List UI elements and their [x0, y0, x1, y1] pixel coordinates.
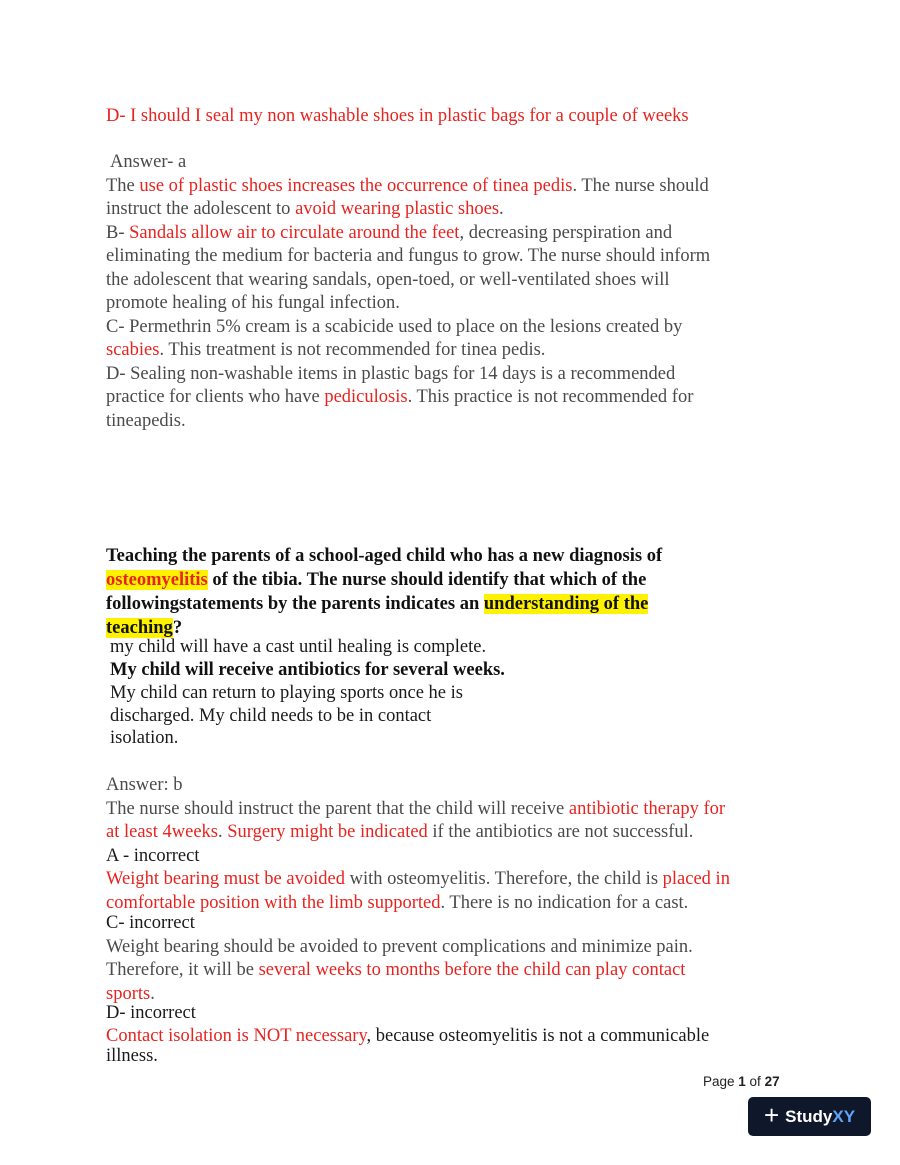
q2-stem-line: Teaching the parents of a school-aged child who has a new diagnosis of	[106, 546, 663, 566]
text: .	[150, 983, 155, 1004]
highlight-text: use of plastic shoes increases the occurrence of tinea pedis	[139, 175, 573, 196]
q1-line	[106, 386, 806, 410]
option-c-d: discharged. My child needs to be in contact	[110, 705, 432, 726]
page-label: Page	[703, 1074, 739, 1089]
q1-line	[106, 222, 806, 246]
text: The nurse should instruct the parent that the child will receive	[106, 798, 569, 819]
text: The	[106, 175, 140, 196]
highlight-text: Surgery might be indicated	[227, 822, 428, 842]
q2-line	[106, 1026, 806, 1046]
q2-line	[106, 959, 806, 983]
option-a: my child will have a cast until healing is complete.	[110, 637, 487, 657]
text: with osteomyelitis. Therefore, the child is	[344, 869, 663, 889]
highlight-text: Sandals allow air to circulate around the feet	[129, 222, 460, 243]
highlight-text: Contact isolation is NOT necessary	[106, 1025, 367, 1046]
highlight-text: pediculosis	[324, 387, 408, 407]
plus-icon: +	[763, 1100, 780, 1130]
brand-name-part: Study	[785, 1106, 833, 1126]
highlight-text: avoid wearing plastic shoes	[295, 199, 500, 219]
q1-line: the adolescent that wearing sandals, open-toed, or well-ventilated shoes will	[106, 269, 670, 290]
text: instruct the adolescent to	[106, 199, 296, 219]
highlight-text: placed in	[662, 869, 730, 889]
text: .	[218, 822, 228, 842]
text: . There is no indication for a cast.	[440, 892, 689, 913]
highlight-text: scabies	[106, 340, 160, 360]
brand-name-accent: XY	[832, 1106, 856, 1126]
brand-name	[785, 1107, 855, 1127]
text: , because osteomyelitis is not a communicable	[366, 1025, 710, 1046]
text: . This practice is not recommended for	[407, 387, 694, 407]
option-d-text: D- I should I seal my non washable shoes in plastic bags for a couple of weeks	[106, 106, 689, 126]
q2-explanation	[106, 774, 806, 1066]
q1-line	[106, 198, 806, 222]
text: practice for clients who have	[106, 387, 325, 407]
q1-line	[106, 175, 806, 199]
studyxy-logo-badge[interactable]	[748, 1097, 871, 1136]
highlighted-term: osteomyelitis	[106, 570, 208, 590]
current-page: 1	[738, 1074, 746, 1089]
c-heading: C- incorrect	[106, 913, 195, 933]
option-b-correct: My child will receive antibiotics for several weeks.	[110, 659, 505, 680]
q2-answer: Answer: b	[106, 775, 183, 795]
q2-stem-line	[106, 592, 806, 616]
q2-stem-line	[106, 568, 806, 592]
q2-stem	[106, 544, 806, 640]
total-pages: 27	[764, 1074, 780, 1089]
highlight-text: comfortable position with the limb supported	[106, 892, 441, 913]
q2-line	[106, 798, 806, 822]
highlighted-term: teaching	[106, 618, 173, 638]
text: ?	[172, 618, 183, 638]
highlighted-term: understanding of the	[483, 594, 649, 614]
highlight-text: sports	[106, 983, 151, 1004]
page-number	[703, 1074, 780, 1089]
q1-line	[106, 339, 806, 363]
of-label: of	[745, 1074, 765, 1089]
q1-explanation	[106, 151, 806, 433]
text: B-	[106, 222, 130, 243]
option-c: My child can return to playing sports once he is	[110, 683, 463, 703]
highlight-text: antibiotic therapy for	[568, 798, 726, 819]
q2-line: illness.	[106, 1045, 158, 1066]
q2-options	[110, 636, 810, 750]
highlight-text: several weeks to months before the child can play contact	[258, 960, 686, 980]
a-heading: A - incorrect	[106, 845, 200, 866]
q2-line	[106, 821, 806, 845]
text: . The nurse should	[572, 175, 709, 196]
text: if the antibiotics are not successful.	[427, 822, 694, 842]
q2-line: Weight bearing should be avoided to prevent complications and minimize pain.	[106, 936, 693, 957]
q1-line: D- Sealing non-washable items in plastic bags for 14 days is a recommended	[106, 363, 676, 384]
q1-line: C- Permethrin 5% cream is a scabicide used to place on the lesions created by	[106, 316, 683, 337]
q1-line: tineapedis.	[106, 410, 186, 431]
option-d-line	[106, 105, 806, 129]
option-d: isolation.	[110, 728, 179, 748]
text: Therefore, it will be	[106, 960, 259, 980]
q1-line: eliminating the medium for bacteria and fungus to grow. The nurse should inform	[106, 246, 711, 266]
highlight-text: Weight bearing must be avoided	[106, 869, 345, 889]
q1-answer: Answer- a	[110, 152, 187, 172]
q1-line: promote healing of his fungal infection.	[106, 293, 400, 313]
d-heading: D- incorrect	[106, 1003, 196, 1023]
text: , decreasing perspiration and	[459, 222, 673, 243]
text: . This treatment is not recommended for tinea pedis.	[159, 340, 546, 360]
text: of the tibia. The nurse should identify that which of the	[207, 570, 647, 590]
q2-line	[106, 868, 806, 892]
highlight-text: at least 4weeks	[106, 822, 218, 842]
text: .	[499, 199, 504, 219]
text: followingstatements by the parents indicates an	[106, 594, 484, 614]
